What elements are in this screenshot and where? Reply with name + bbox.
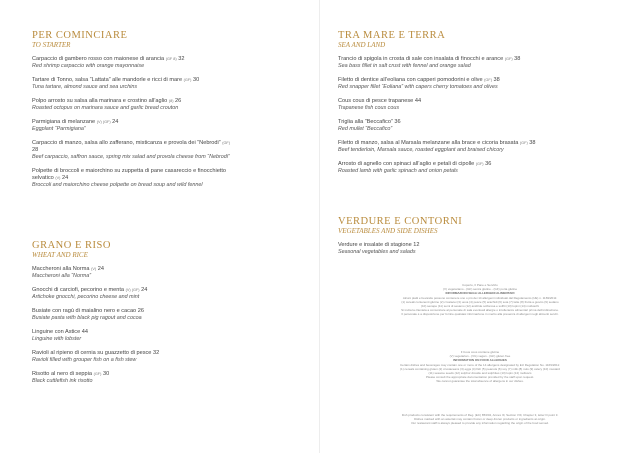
section-title: PER COMINCIARE [32,30,128,41]
allergen-notes-en [338,350,622,384]
note-line: Fish products consistent with the requirements of Reg. (EC) 853/04, Annex III, Section VIII, Chapter 3, letter D point 3. [401,413,559,417]
dish-name: Maccheroni alla Norma [32,266,90,272]
section-subtitle: WHEAT AND RICE [32,251,88,259]
menu-item [32,266,297,280]
allergen-tag: (GF) [475,162,484,166]
note-line: Coperto, Il Pane e Servizio [462,283,498,287]
allergen-tag: (GF) [519,141,528,145]
dish-price: 24 [112,119,119,125]
menu-item [338,77,603,91]
menu-item [32,287,297,301]
dish-price: 38 [493,77,500,83]
dish-name: Carpaccio di manzo, salsa allo zafferano, misticanza e provola dei “Nebrodi” [32,140,221,146]
dish-price: 28 [32,147,39,153]
dish-price: 24 [141,287,148,293]
section-title: TRA MARE E TERRA [338,30,446,41]
dish-name: Busiate con ragù di maialino nero e cacao [32,308,137,314]
dish-translation: Roasted lamb with garlic spinach and onion petals [338,168,458,174]
menu-item [338,119,603,133]
dish-translation: Red shrimp carpaccio with orange mayonnaise [32,63,145,69]
dish-price: 30 [193,77,200,83]
dish-translation: Beef carpaccio, saffron sauce, spring mix salad and provola cheese from “Nebrodi” [32,154,230,160]
allergen-tag: (GF) [93,372,102,376]
menu-item [32,308,297,322]
menu-item [32,168,247,189]
menu-item [32,119,297,133]
allergen-tag: (GF) [504,57,513,61]
dish-translation: Red mullet “Beccafico” [338,126,393,132]
dish-price: 38 [529,140,536,146]
dish-translation: Ravioli filled with grouper fish on a fish stew [32,357,137,363]
dish-price: 24 [61,175,69,181]
allergen-tag: (V) [91,267,97,271]
allergen-tag: (V) (GF) [125,288,140,292]
dish-name: Carpaccio di gambero rosso con maionese di arancia [32,56,165,62]
allergen-notes-it [338,283,622,317]
allergen-tag: (GF) [183,78,192,82]
note-line: Il Cous cous contiene glutine [460,350,500,354]
dish-name: Trancio di spigola in crosta di sale con insalata di finocchi e arance [338,56,504,62]
menu-item [32,77,297,91]
dish-name: Polpette di broccoli e maiorchino su zuppetta di pane casareccio e finocchietto selvatico [32,168,227,181]
menu-item [32,98,297,112]
dish-price: 36 [394,119,401,125]
dish-price: 24 [97,266,104,272]
dish-price: 32 [178,56,185,62]
dish-price: 12 [413,242,420,248]
menu-item [338,98,603,112]
section-subtitle: TO STARTER [32,41,71,49]
dish-translation: Black cuttlefish ink risotto [32,378,93,384]
allergen-tag: (8) [168,99,174,103]
note-line: Please consult the appropriate documentation provided by the staff upon request. [425,375,535,380]
dish-name: Parmigiana di melanzane [32,119,96,125]
menu-item [32,329,297,343]
section-starter [32,30,297,196]
allergen-tag: (V) (GF) [96,120,111,124]
dish-name: Filetto di manzo, salsa al Marsala melanzane alla brace e cicoria brasata [338,140,519,146]
dish-name: Gnocchi di carciofi, pecorino e menta [32,287,125,293]
dish-translation: Sea bass fillet in salt crust with fennel and orange salad [338,63,471,69]
note-heading: INFORMAZIONI SEGLI ALLERGENI ALIMENTARI [445,291,515,296]
menu-item [338,161,603,175]
note-line: We cannot guarantee the total absence of allergens in our dishes. [436,379,524,384]
dish-name: Linguine con Astice [32,329,81,335]
note-line: (1) cereals containing gluten (2) crustaceans (3) eggs (4) fish (5) peanuts (6) soy (7) milk (8) nuts (9) celery (10) mustard [400,366,560,371]
dish-price: 44 [81,329,88,335]
note-line: Certain dishes and beverages may contain one or more of the 14 allergens designated by EU Regulation No. 1169/2011: [400,362,560,367]
dish-translation: Eggplant “Parmigiana” [32,126,86,132]
dish-translation: Busiate pasta with black pig ragout and cocoa [32,315,142,321]
dish-translation: Linguine with lobster [32,336,82,342]
dish-name: Filetto di dentice all’eoliana con capperi pomodorini e olive [338,77,483,83]
dish-price: 38 [514,56,521,62]
dish-translation: Broccoli and maiorchino cheese polpette on bread soup and wild fennel [32,182,203,188]
note-line: (V) vegetarian - (VG) vegan - (GF) gluten free [449,354,511,359]
section-title: VERDURE E CONTORNI [338,216,463,227]
fish-notes [338,413,622,426]
section-wheat-rice [32,240,297,392]
dish-name: Ravioli al ripieno di cernia su guazzetto di pesce [32,350,152,356]
note-line: Alcuni piatti e bevande possono contenere uno o più dei 14 allergeni individuati dal Regolamento (UE) n. 1169/2011: [402,295,558,300]
note-line: (V) vegetariano - (GF) senza glutine - (GF) porta glutine [442,287,518,292]
note-line: Si invita la clientela a comunicare al personale di sala eventuali allergie o intolleranze alimentari prima dell'ordinazione. [401,308,559,313]
section-subtitle: SEA AND LAND [338,41,386,49]
allergen-tag: (V) [55,176,61,180]
menu-item [338,140,538,154]
menu-item [32,140,237,161]
section-sea-land [338,30,603,182]
note-line: Dishes marked with an asterisk may contain frozen or deep-frozen products or ingredients at origin. [414,417,546,422]
dish-name: Arrosto di agnello con spinaci all’aglio e petali di cipolle [338,161,475,167]
allergen-tag: (GF) [222,141,230,145]
dish-price: 32 [152,350,160,356]
section-subtitle: VEGETABLES AND SIDE DISHES [338,227,438,235]
section-title: GRANO E RISO [32,240,111,251]
dish-price: 44 [414,98,422,104]
menu-item [32,371,297,385]
dish-price: 26 [175,98,182,104]
allergen-tag: (GF 8) [165,57,177,61]
dish-name: Risotto al nero di seppia [32,371,93,377]
note-line: (11) sesame seeds (12) sulphur dioxide and sulphites (13) lupin (14) molluscs [428,371,532,376]
dish-translation: Red snapper fillet “Eoliana” with capers cherry tomatoes and olives [338,84,498,90]
dish-price: 30 [102,371,110,377]
menu-right-page [320,0,640,453]
dish-translation: Beef tenderloin, Marsala sauce, roasted eggplant and braised chicory [338,147,504,153]
menu-item [32,56,297,70]
allergen-tag: (GF) [484,78,492,82]
dish-name: Verdure e insalate di stagione [338,242,412,248]
note-line: (10) senape (11) semi di sesamo (12) anidride solforosa e solfiti (13) lupini (14) molluschi [421,304,539,309]
note-heading: INFORMATION ON FOOD ALLERGIES [453,358,507,363]
dish-name: Tartare di Tonno, salsa “Lattata” alle mandorle e ricci di mare [32,77,183,83]
dish-translation: Roasted octopus on marinara sauce and garlic bread crouton [32,105,179,111]
dish-name: Cous cous di pesce trapanese [338,98,414,104]
note-line: Our restaurant staff is always pleased to provide any information regarding the origin of the food served. [411,421,549,426]
note-line: Il personale è a disposizione per fornire qualsiasi informazione in merito alla presenza di allergeni negli alimenti serviti. [401,312,559,317]
dish-name: Polpo arrosto su salsa alla marinara e crostino all’aglio [32,98,168,104]
dish-translation: Trapanese fish cous cous [338,105,400,111]
note-line: (1) cereali contenenti glutine (2) crostacei (3) uova (4) pesce (5) arachidi (6) soia (7) latte (8) frutta a guscio (9) sedano [401,299,559,304]
dish-name: Triglia alla “Beccafico” [338,119,393,125]
dish-translation: Maccheroni alla “Norma” [32,273,92,279]
menu-item [338,56,603,70]
menu-item [32,350,297,364]
section-vegetables [338,216,603,263]
menu-item [338,242,603,256]
dish-translation: Seasonal vegetables and salads [338,249,416,255]
dish-translation: Tuna tartare, almond sauce and sea urchins [32,84,138,90]
dish-price: 36 [485,161,492,167]
dish-price: 26 [137,308,144,314]
dish-translation: Artichoke gnocchi, pecorino cheese and mint [32,294,140,300]
